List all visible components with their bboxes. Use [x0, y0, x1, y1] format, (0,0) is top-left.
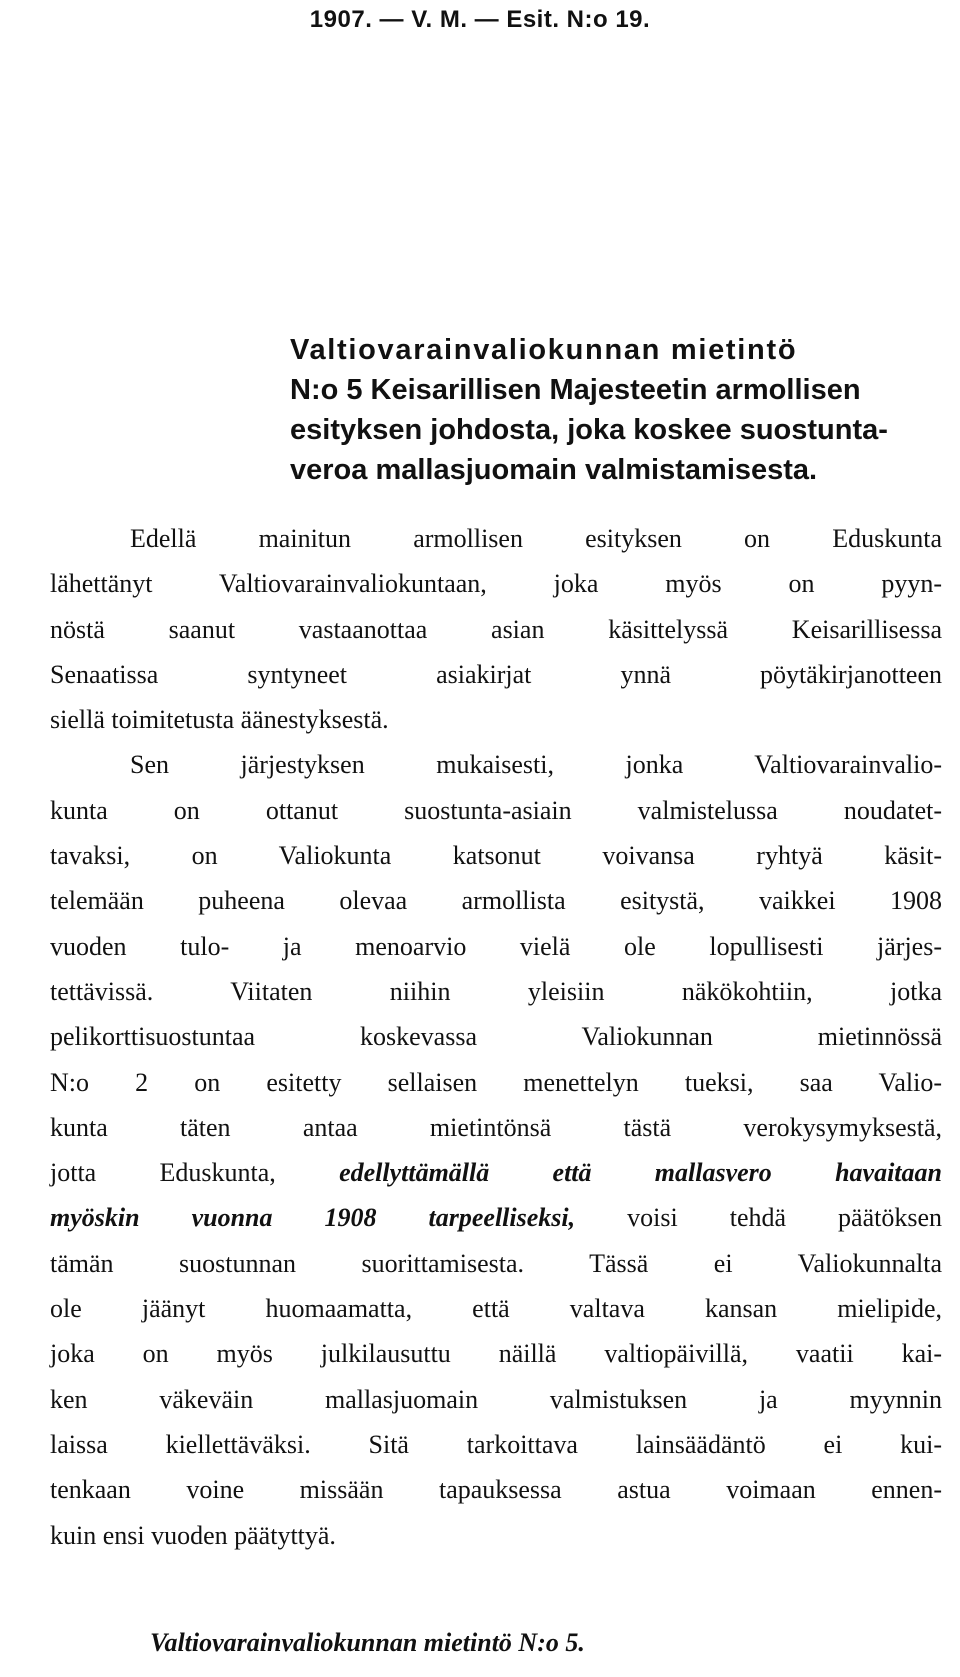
paragraph-line: nöstä saanut vastaanottaa asian käsittelyssä Keisarillisessa — [50, 614, 942, 644]
paragraph-line: siellä toimitetusta äänestyksestä. — [50, 705, 389, 735]
paragraph-line: N:o 2 on esitetty sellaisen menettelyn tueksi, saa Valio- — [50, 1067, 942, 1097]
page-footer: Valtiovarainvaliokunnan mietintö N:o 5. — [150, 1628, 585, 1657]
paragraph-line: telemään puheena olevaa armollista esitystä, vaikkei 1908 — [50, 886, 942, 916]
body-text — [50, 516, 942, 1558]
paragraph-line: kuin ensi vuoden päätyttyä. — [50, 1520, 336, 1550]
paragraph-line: ken väkeväin mallasjuomain valmistuksen ja myynnin — [50, 1384, 942, 1414]
title-line: N:o 5 Keisarillisen Majesteetin armollisen — [290, 374, 861, 406]
paragraph-line — [50, 1195, 942, 1240]
paragraph-line: tavaksi, on Valiokunta katsonut voivansa ryhtyä käsit- — [50, 841, 942, 871]
emphasized-text: edellyttämällä että mallasvero havaitaan — [339, 1158, 942, 1188]
paragraph-line: lähettänyt Valtiovarainvaliokuntaan, joka myös on pyyn- — [50, 569, 942, 599]
paragraph-line — [50, 1150, 942, 1195]
paragraph-line: kunta täten antaa mietintönsä tästä verokysymyksestä, — [50, 1112, 942, 1142]
page-header: 1907. — V. M. — Esit. N:o 19. — [309, 6, 651, 33]
paragraph-line: Senaatissa syntyneet asiakirjat ynnä pöytäkirjanotteen — [50, 659, 942, 689]
paragraph-text: jotta Eduskunta, — [50, 1158, 276, 1188]
paragraph-line: tenkaan voine missään tapauksessa astua voimaan ennen- — [50, 1475, 942, 1505]
paragraph-line: joka on myös julkilausuttu näillä valtiopäivillä, vaatii kai- — [50, 1339, 942, 1369]
paragraph-line: tettävissä. Viitaten niihin yleisiin näkökohtiin, jotka — [50, 976, 942, 1006]
paragraph-text: voisi tehdä päätöksen — [627, 1203, 942, 1233]
paragraph-line: Edellä mainitun armollisen esityksen on Eduskunta — [130, 524, 942, 553]
paragraph-line: ole jäänyt huomaamatta, että valtava kansan mielipide, — [50, 1294, 942, 1324]
paragraph-line: tämän suostunnan suorittamisesta. Tässä ei Valiokunnalta — [50, 1248, 942, 1278]
paragraph-line: pelikorttisuostuntaa koskevassa Valiokunnan mietinnössä — [50, 1022, 942, 1052]
title-line: Valtiovarainvaliokunnan mietintö — [290, 334, 798, 366]
paragraph-line: Sen järjestyksen mukaisesti, jonka Valtiovarainvalio- — [130, 750, 942, 780]
document-title — [290, 330, 940, 490]
title-line: veroa mallasjuomain valmistamisesta. — [290, 454, 818, 486]
title-line: esityksen johdosta, joka koskee suostunta- — [290, 414, 888, 446]
paragraph-line: laissa kiellettäväksi. Sitä tarkoittava lainsäädäntö ei kui- — [50, 1429, 942, 1459]
emphasized-text: myöskin vuonna 1908 tarpeelliseksi, — [50, 1203, 576, 1233]
paragraph-line: kunta on ottanut suostunta-asiain valmistelussa noudatet- — [50, 795, 942, 825]
paragraph-line: vuoden tulo- ja menoarvio vielä ole lopullisesti järjes- — [50, 931, 942, 961]
